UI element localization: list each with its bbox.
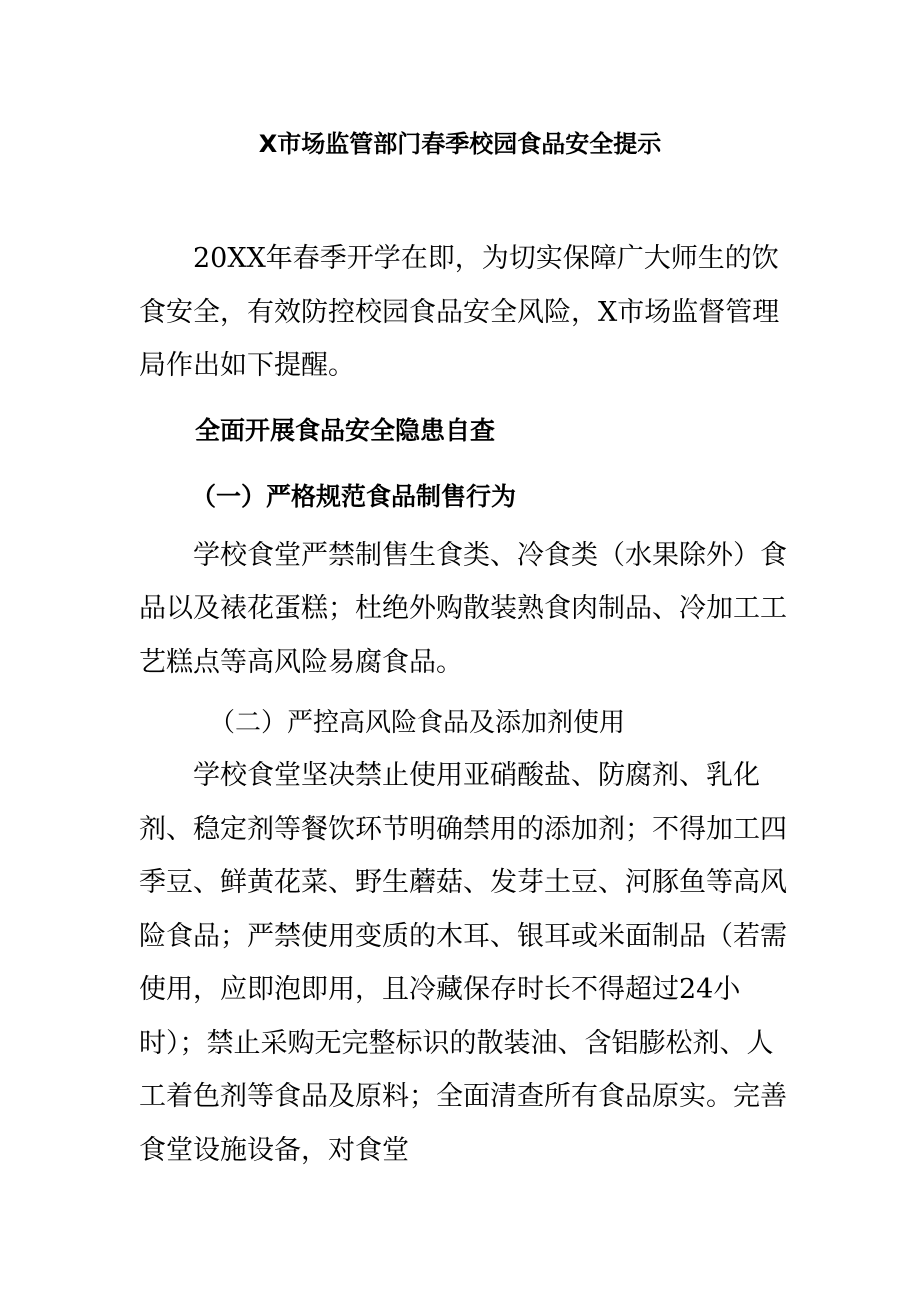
- section-heading: 全面开展食品安全隐患自查: [195, 415, 496, 445]
- subsection-1-paragraph: 学校食堂严禁制售生食类、冷食类（水果除外）食品以及裱花蛋糕；杜绝外购散装熟食肉制品、冷加工工艺糕点等高风险易腐食品。: [139, 539, 787, 678]
- subsection-heading-1: （一）严格规范食品制售行为: [191, 481, 517, 511]
- document-body: [139, 232, 787, 1177]
- subsection-heading-2: （二）严控高风险食品及添加剂使用: [209, 708, 626, 738]
- subsection-2-paragraph: 学校食堂坚决禁止使用亚硝酸盐、防腐剂、乳化剂、稳定剂等餐饮环节明确禁用的添加剂；不得加工四季豆、鲜黄花菜、野生蘑菇、发芽土豆、河豚鱼等高风险食品；严禁使用变质的木耳、银耳或米面制品（若需使用，应即泡即用，且冷藏保存时长不得超过24小时）；禁止采购无完整标识的散装油、含铝膨松剂、人工着色剂等食品及原料；全面清查所有食品原实。完善食堂设施设备，对食堂: [139, 760, 787, 1166]
- intro-paragraph: 20XX年春季开学在即，为切实保障广大师生的饮食安全，有效防控校园食品安全风险，X市场监督管理局作出如下提醒。: [139, 243, 780, 381]
- document-title: X市场监管部门春季校园食品安全提示: [258, 130, 662, 158]
